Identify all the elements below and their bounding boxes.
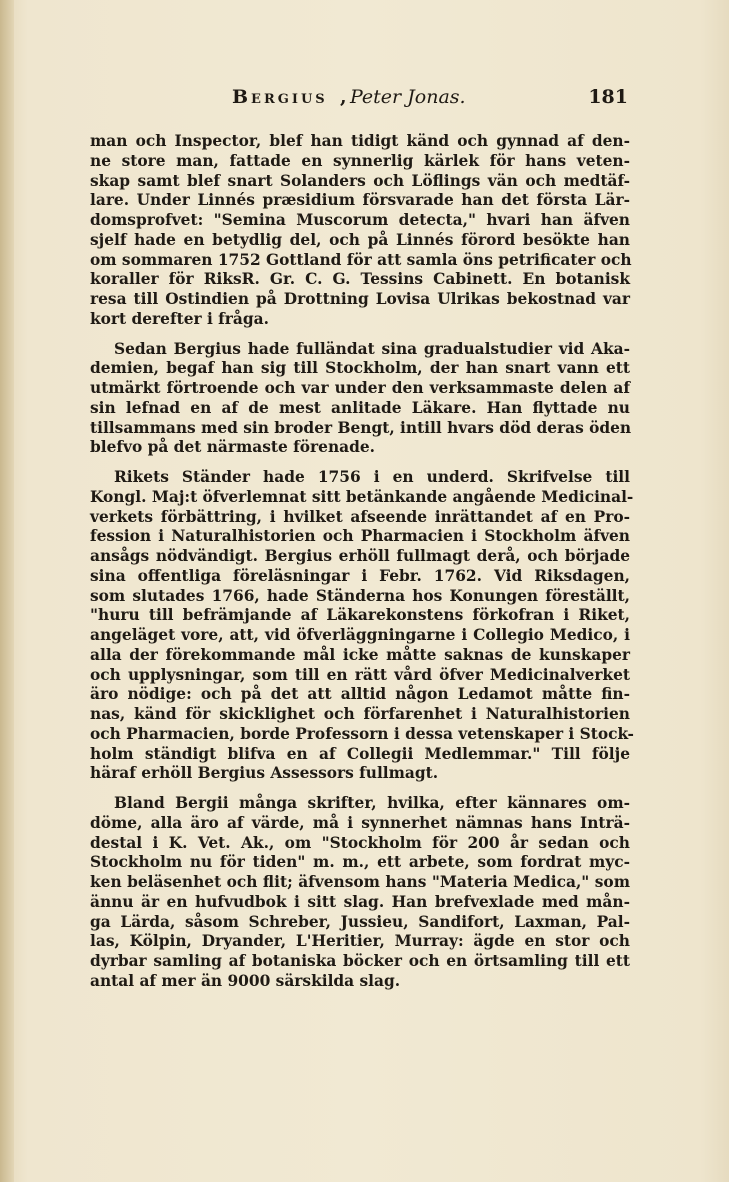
paragraph xyxy=(90,132,630,330)
text-line: holm ständigt blifva en af Collegii Medlemmar." Till följe xyxy=(90,744,630,763)
text-line: och upplysningar, som till en rätt vård öfver Medicinalverket xyxy=(90,665,630,684)
text-line: lare. Under Linnés præsidium försvarade han det första Lär- xyxy=(90,191,630,210)
text-line: ga Lärda, såsom Schreber, Jussieu, Sandifort, Laxman, Pal- xyxy=(90,912,630,931)
running-header xyxy=(232,86,628,116)
paragraph xyxy=(90,340,630,459)
text-line: om sommaren 1752 Gottland för att samla öns petrificater och xyxy=(90,250,632,269)
text-line: ännu är en hufvudbok i sitt slag. Han brefvexlade med mån- xyxy=(90,892,630,911)
paragraph-gap xyxy=(90,330,630,340)
text-line: angeläget vore, att, vid öfverläggningarne i Collegio Medico, i xyxy=(90,626,630,644)
text-line: kort derefter i fråga. xyxy=(90,309,269,328)
text-line: ken beläsenhet och flit; äfvensom hans "Materia Medica," som xyxy=(90,873,630,891)
page-number: 181 xyxy=(588,86,628,108)
text-line: verkets förbättring, i hvilket afseende inrättandet af en Pro- xyxy=(90,507,630,526)
text-line: nas, känd för skicklighet och förfarenhet i Naturalhistorien xyxy=(90,705,630,723)
text-line: utmärkt förtroende och var under den verksammaste delen af xyxy=(90,379,630,397)
header-surname: Bergius xyxy=(232,86,328,108)
text-line: äro nödige: och på det att alltid någon Ledamot måtte fin- xyxy=(90,685,630,704)
text-line: resa till Ostindien på Drottning Lovisa Ulrikas bekostnad var xyxy=(90,290,630,308)
text-line: "huru till befrämjande af Läkarekonstens förkofran i Riket, xyxy=(90,606,630,625)
text-line: blefvo på det närmaste förenade. xyxy=(90,438,376,457)
text-line: antal af mer än 9000 särskilda slag. xyxy=(90,971,401,990)
text-line: sin lefnad en af de mest anlitade Läkare. Han flyttade nu xyxy=(90,398,630,417)
text-line: döme, alla äro af värde, må i synnerhet nämnas hans Inträ- xyxy=(90,813,630,832)
text-line: tillsammans med sin broder Bengt, intill hvars död deras öden xyxy=(90,418,632,437)
text-line: häraf erhöll Bergius Assessors fullmagt. xyxy=(90,764,439,783)
text-line: dyrbar samling af botaniska böcker och en örtsamling till ett xyxy=(90,952,630,970)
text-line: Rikets Ständer hade 1756 i en underd. Skrifvelse till xyxy=(114,468,630,486)
body-text xyxy=(90,132,634,992)
paragraph-gap xyxy=(90,458,630,468)
paragraph-gap xyxy=(90,784,630,794)
paragraph xyxy=(90,794,630,992)
paragraph xyxy=(90,468,634,784)
text-line: man och Inspector, blef han tidigt känd och gynnad af den- xyxy=(90,132,630,150)
text-line: demien, begaf han sig till Stockholm, der han snart vann ett xyxy=(90,359,630,378)
text-line: domsprofvet: "Semina Muscorum detecta," hvari han äfven xyxy=(90,211,630,229)
text-line: Stockholm nu för tiden" m. m., ett arbete, som fordrat myc- xyxy=(90,853,630,872)
text-line: Kongl. Maj:t öfverlemnat sitt betänkande angående Medicinal- xyxy=(90,487,634,506)
header-separator: , xyxy=(340,86,347,108)
text-line: och Pharmacien, borde Professorn i dessa vetenskaper i Stock- xyxy=(90,724,634,743)
text-line: sina offentliga föreläsningar i Febr. 1762. Vid Riksdagen, xyxy=(90,566,630,585)
text-line: som slutades 1766, hade Ständerna hos Konungen föreställt, xyxy=(90,586,630,605)
header-given-name: Peter Jonas. xyxy=(350,86,466,108)
text-line: koraller för RiksR. Gr. C. G. Tessins Cabinett. En botanisk xyxy=(90,270,630,289)
text-line: alla der förekommande mål icke måtte saknas de kunskaper xyxy=(90,645,630,664)
text-line: ne store man, fattade en synnerlig kärlek för hans veten- xyxy=(90,151,630,170)
text-line: Bland Bergii många skrifter, hvilka, efter kännares om- xyxy=(114,794,630,812)
text-line: destal i K. Vet. Ak., om "Stockholm för 200 år sedan och xyxy=(90,833,630,852)
text-line: skap samt blef snart Solanders och Löflings vän och medtäf- xyxy=(90,171,630,190)
page-gutter xyxy=(0,0,14,1182)
text-line: fession i Naturalhistorien och Pharmacien i Stockholm äfven xyxy=(90,527,630,546)
text-line: las, Kölpin, Dryander, L'Heritier, Murray: ägde en stor och xyxy=(90,932,630,951)
text-line: ansågs nödvändigt. Bergius erhöll fullmagt derå, och började xyxy=(90,547,630,565)
text-line: sjelf hade en betydlig del, och på Linnés förord besökte han xyxy=(90,230,630,249)
text-line: Sedan Bergius hade fulländat sina gradualstudier vid Aka- xyxy=(114,339,630,358)
